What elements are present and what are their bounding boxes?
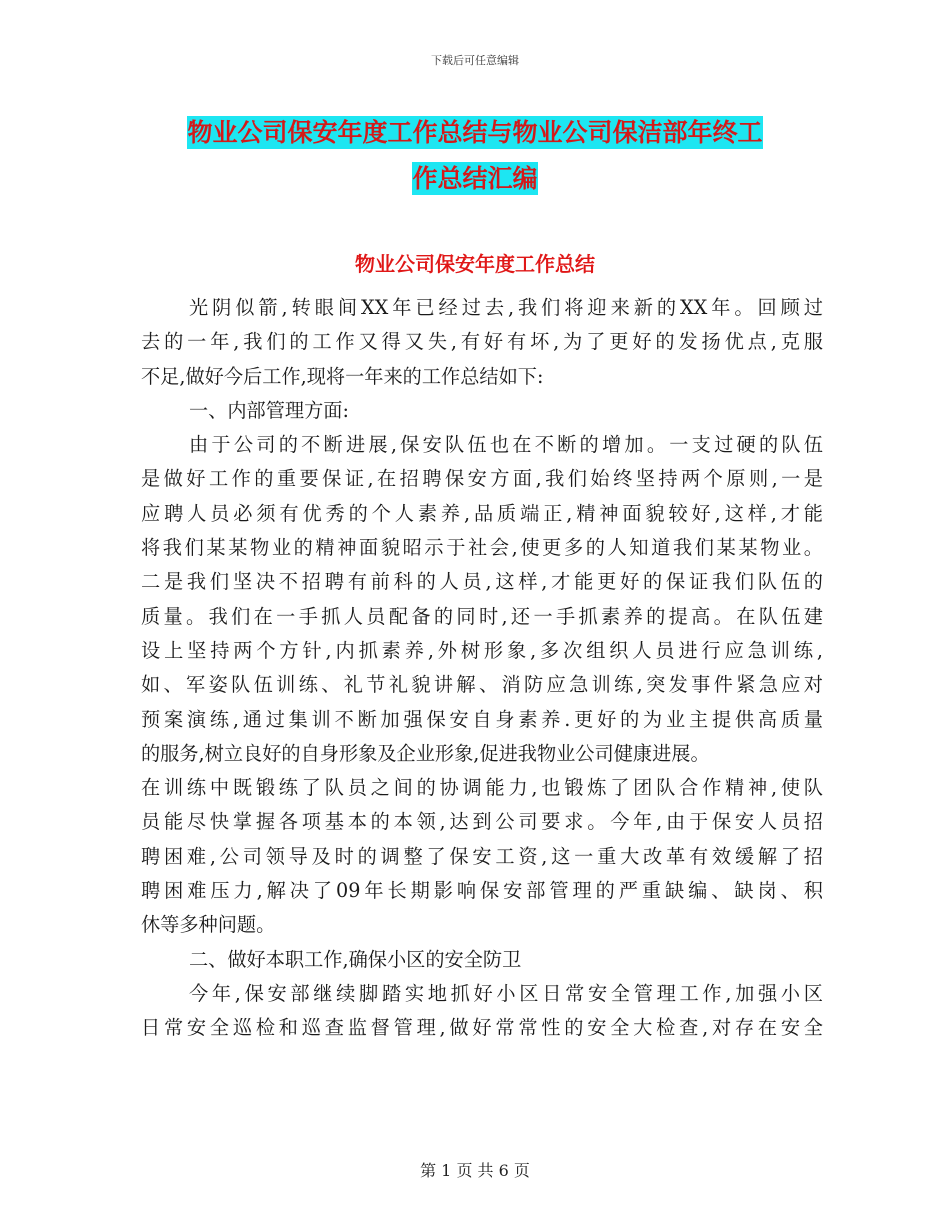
paragraph-line: 预案演练,通过集训不断加强保安自身素养.更好的为业主提供高质量 bbox=[141, 707, 823, 731]
body-text bbox=[141, 291, 823, 1046]
paragraph-line: 质量。我们在一手抓人员配备的同时,还一手抓素养的提高。在队伍建 bbox=[141, 604, 823, 628]
paragraph-line: 在训练中既锻练了队员之间的协调能力,也锻炼了团队合作精神,使队 bbox=[141, 776, 823, 800]
paragraph-line: 去的一年,我们的工作又得又失,有好有坏,为了更好的发扬优点,克服 bbox=[141, 330, 823, 354]
paragraph-line: 聘困难压力,解决了09年长期影响保安部管理的严重缺编、缺岗、积 bbox=[141, 879, 823, 903]
document-title-line-1: 物业公司保安年度工作总结与物业公司保洁部年终工 bbox=[187, 118, 763, 147]
paragraph-line: 员能尽快掌握各项基本的本领,达到公司要求。今年,由于保安人员招 bbox=[141, 810, 823, 834]
section-title: 物业公司保安年度工作总结 bbox=[355, 252, 595, 276]
paragraph-line: 今年,保安部继续脚踏实地抓好小区日常安全管理工作,加强小区 bbox=[189, 981, 823, 1005]
paragraph-line: 聘困难,公司领导及时的调整了保安工资,这一重大改革有效缓解了招 bbox=[141, 844, 823, 868]
page-footer: 第 1 页 共 6 页 bbox=[420, 1161, 530, 1180]
paragraph-line: 由于公司的不断进展,保安队伍也在不断的增加。一支过硬的队伍 bbox=[189, 433, 823, 457]
subheading-line: 一、内部管理方面: bbox=[189, 398, 349, 422]
paragraph-line: 是做好工作的重要保证,在招聘保安方面,我们始终坚持两个原则,一是 bbox=[141, 467, 823, 491]
paragraph-line: 的服务,树立良好的自身形象及企业形象,促进我物业公司健康进展。 bbox=[141, 741, 710, 765]
paragraph-line: 休等多种问题。 bbox=[141, 913, 276, 937]
paragraph-line: 日常安全巡检和巡查监督管理,做好常常性的安全大检查,对存在安全 bbox=[141, 1016, 823, 1040]
paragraph-line: 如、军姿队伍训练、礼节礼貌讲解、消防应急训练,突发事件紧急应对 bbox=[141, 673, 823, 697]
paragraph-line: 二是我们坚决不招聘有前科的人员,这样,才能更好的保证我们队伍的 bbox=[141, 570, 823, 594]
paragraph-line: 光阴似箭,转眼间XX年已经过去,我们将迎来新的XX年。回顾过 bbox=[189, 296, 823, 319]
subheading-line: 二、做好本职工作,确保小区的安全防卫 bbox=[189, 947, 522, 971]
paragraph-line: 不足,做好今后工作,现将一年来的工作总结如下: bbox=[141, 364, 544, 388]
paragraph-line: 应聘人员必须有优秀的个人素养,品质端正,精神面貌较好,这样,才能 bbox=[141, 501, 823, 525]
paragraph-line: 将我们某某物业的精神面貌昭示于社会,使更多的人知道我们某某物业。 bbox=[141, 536, 823, 560]
header-note: 下载后可任意编辑 bbox=[431, 54, 519, 67]
paragraph-line: 设上坚持两个方针,内抓素养,外树形象,多次组织人员进行应急训练, bbox=[141, 638, 823, 662]
document-title bbox=[130, 110, 820, 202]
document-title-line-2: 作总结汇编 bbox=[412, 164, 538, 193]
